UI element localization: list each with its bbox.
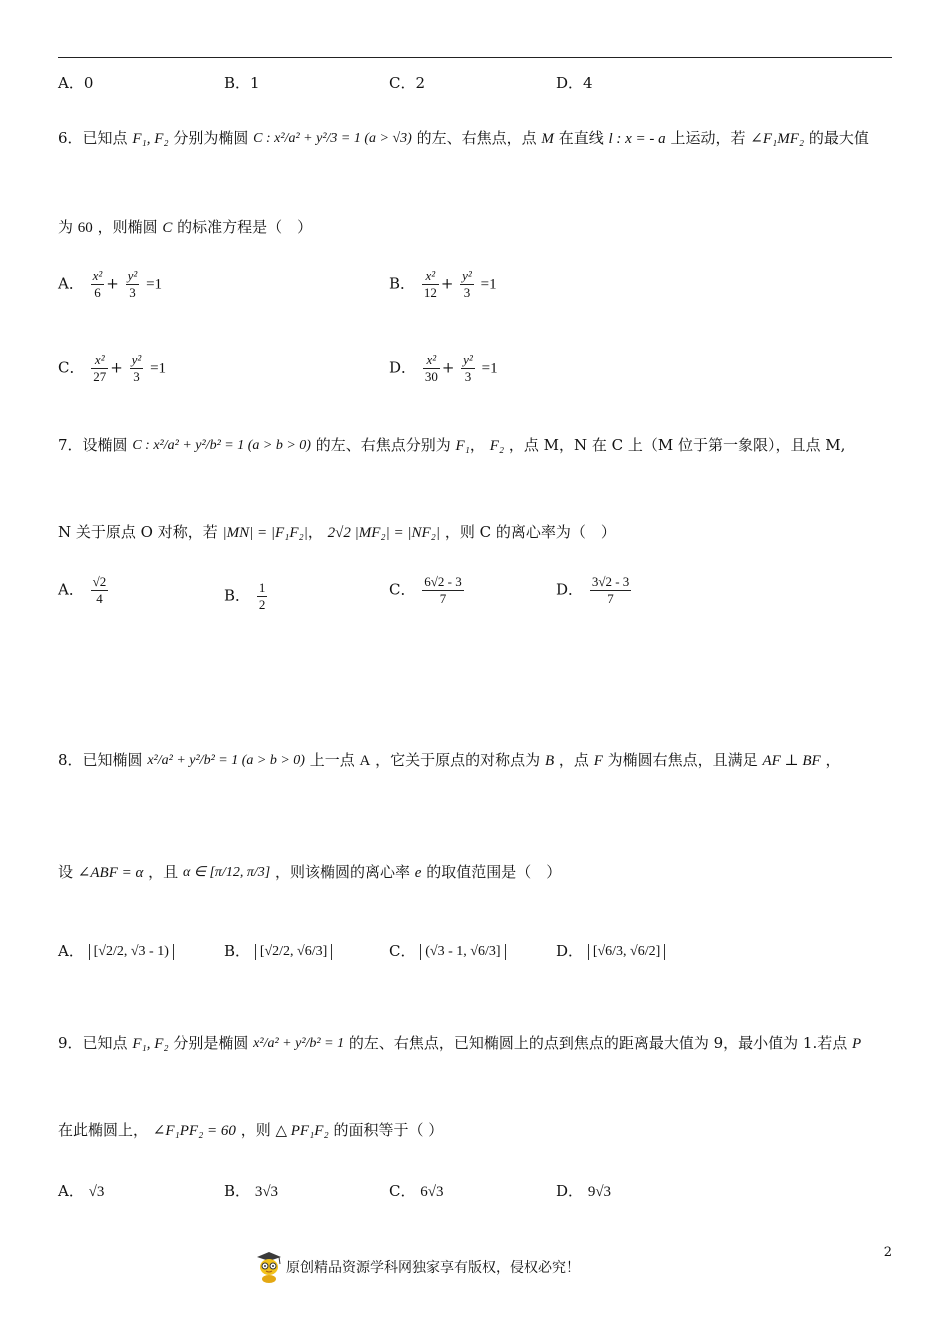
q9-ellipse-formula: x²/a² + y²/b² = 1 [253,1036,345,1051]
page-number: 2 [883,1245,892,1260]
q5-option-b: B．1 [224,74,260,92]
header-rule [58,57,892,58]
q8-stem-line1: 8．已知椭圆 x²/a² + y²/b² = 1 (a > b > 0) 上一点 A ，它关于原点的对称点为 B ，点 F 为椭圆右焦点，且满足 AF ⊥ BF ， [58,751,841,769]
q6-ellipse-formula: C : x²/a² + y²/3 = 1 (a > √3) [253,131,412,146]
footer-copyright [254,1250,580,1284]
q7-ellipse-formula: C : x²/a² + y²/b² = 1 (a > b > 0) [132,438,311,453]
q8-stem-line2: 设 ∠ABF = α ，且 α ∈ [π/12, π/3] ，则该椭圆的离心率 e 的取值范围是（ ） [58,863,562,881]
q9-option-c: C． 6√3 [389,1182,444,1200]
q6-stem-line2: 为 60 ，则椭圆 C 的标准方程是（ ） [58,218,313,236]
mascot-logo-icon [254,1250,284,1284]
q9-option-b: B． 3√3 [224,1182,279,1200]
q7-option-c: C． $\frac{6√2 - 3}{7}$ [389,574,462,606]
q8-option-b: B． [√2/2, √6/3] [224,940,332,961]
q7-option-a: A． $\frac{√2}{4}$ [58,574,107,606]
q5-option-a: A．0 [58,74,94,92]
q8-option-c: C． (√3 - 1, √6/3] [389,940,506,961]
q7-option-d: D． $\frac{3√2 - 3}{7}$ [556,574,630,606]
q6-option-a: A． $\frac{\text{x²}}{6}$ + $\frac{\text{y²}}{3}$ =1 [58,268,163,300]
q7-stem-line1: 7．设椭圆 C : x²/a² + y²/b² = 1 (a > b > 0) 的左、右焦点分别为 F₁， F₂ ，点 M，N 在 C 上（M 位于第一象限），且点 M, [58,436,846,454]
q5-option-d: D．4 [556,74,593,92]
q6-option-c: C． $\frac{\text{x²}}{27}$ + $\frac{\text{y²}}{3}$ =1 [58,352,167,384]
copyright-text: 原创精品资源学科网独家享有版权，侵权必究！ [286,1260,580,1276]
q7-stem-line2: N 关于原点 O 对称，若 |MN| = |F₁F₂|， 2√2 |MF₂| = |NF₂| ，则 C 的离心率为（ ） [58,523,616,541]
q6-stem-line1: 6．已知点 F₁, F₂ 分别为椭圆 C : x²/a² + y²/3 = 1 (a > √3) 的左、右焦点，点 M 在直线 l : x = - a 上运动，若 ∠F₁MF₂ 的最大值 [58,129,869,147]
q8-range-formula: α ∈ [π/12, π/3] [182,865,271,880]
q8-ellipse-formula: x²/a² + y²/b² = 1 (a > b > 0) [147,753,305,768]
q5-option-c: C．2 [389,74,426,92]
q8-option-a: A． [√2/2, √3 - 1) [58,940,174,961]
q6-option-b: B． $\frac{\text{x²}}{12}$ + $\frac{\text{y²}}{3}$ =1 [389,268,497,300]
q7-option-b: B． $\frac{1}{2}$ [224,580,266,612]
q8-option-d: D． [√6/3, √6/2] [556,940,665,961]
q9-stem-line1: 9．已知点 F₁, F₂ 分别是椭圆 x²/a² + y²/b² = 1 的左、右焦点，已知椭圆上的点到焦点的距离最大值为 9，最小值为 1.若点 P [58,1034,862,1052]
q9-option-d: D． 9√3 [556,1182,612,1200]
q9-stem-line2: 在此椭圆上， ∠F₁PF₂ = 60 ，则 △ PF₁F₂ 的面积等于（ ） [58,1121,444,1139]
q6-option-d: D． $\frac{\text{x²}}{30}$ + $\frac{\text{y²}}{3}$ =1 [389,352,498,384]
q9-option-a: A． √3 [58,1182,105,1200]
